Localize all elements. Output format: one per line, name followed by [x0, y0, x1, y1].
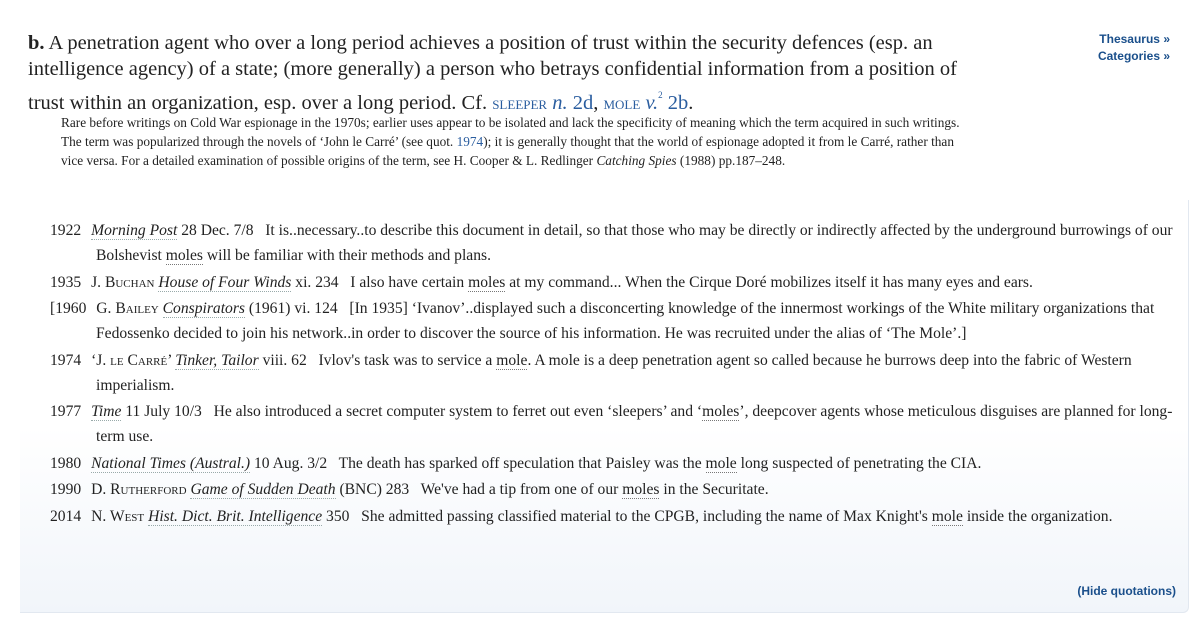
- quotation-text: Ivlov's task was to service a: [318, 351, 497, 369]
- hide-quotations-link[interactable]: (Hide quotations): [1077, 584, 1176, 598]
- sense-definition: [28, 30, 998, 117]
- quotation-1960: [50, 296, 1180, 346]
- quotation-ref: (BNC) 283: [335, 481, 410, 498]
- definition-end: .: [688, 92, 694, 114]
- quotation-1980: [50, 451, 1180, 476]
- quotation-text-end: will be familiar with their methods and plans.: [203, 247, 491, 264]
- quotation-author: le Carré: [110, 351, 168, 369]
- categories-link[interactable]: Categories »: [1097, 49, 1170, 63]
- usage-note: [61, 113, 966, 170]
- sidebar-links: [1098, 31, 1170, 65]
- quotation-1990: [50, 477, 1180, 502]
- quotation-source[interactable]: Morning Post: [91, 222, 178, 239]
- quotation-text: I also have certain: [350, 273, 469, 291]
- quotation-date: 1974: [50, 351, 82, 369]
- quotation-ref: 28 Dec. 7/8: [177, 222, 254, 239]
- quotation-text: The death has sparked off speculation that Paisley was the: [338, 454, 706, 472]
- xref-mole-homonym: 2: [658, 90, 663, 100]
- xref-sleeper-link[interactable]: sleeper: [492, 93, 548, 114]
- quotation-ref: xi. 234: [291, 273, 339, 291]
- quotation-source[interactable]: Hist. Dict. Brit. Intelligence: [148, 507, 323, 525]
- quotation-year-link[interactable]: 1974: [456, 134, 484, 149]
- quotation-text: She admitted passing classified material to the CPGB, including the name of Max Knight's: [361, 507, 932, 525]
- thesaurus-link[interactable]: Thesaurus »: [1099, 32, 1170, 46]
- quotation-date: 1977: [50, 403, 82, 420]
- quotation-source[interactable]: Game of Sudden Death: [190, 481, 336, 498]
- quotation-1977: [50, 399, 1180, 449]
- quotation-source[interactable]: House of Four Winds: [158, 273, 292, 291]
- usage-note-text-2: ); it is generally thought that the world of espionage adopted it from le Carré, rather than vice versa. For a detailed examination of possible origins of the term, see H. Cooper & L. Redlinger: [61, 134, 954, 168]
- quotation-date: 1980: [50, 454, 82, 472]
- usage-note-text-3: (1988) pp.187–248.: [676, 153, 786, 168]
- quotation-date: 1935: [50, 273, 82, 291]
- quotation-source[interactable]: National Times (Austral.): [91, 454, 251, 472]
- quotation-text-end: . A mole is a deep penetration agent so called because he burrows deep into the fabric of Western imperialism.: [96, 351, 1132, 394]
- quotation-keyword: moles: [468, 273, 506, 291]
- quotation-ref: (1961) vi. 124: [244, 300, 338, 317]
- definition-text: A penetration agent who over a long period achieves a position of trust within the security defences (esp. an intelligence agency) of a state; (more generally) a person who betrays confidential information from a position of trust within an organization, esp. over a long period. Cf.: [28, 32, 958, 114]
- quotation-2014: [50, 504, 1180, 529]
- quotation-text-end: inside the organization.: [962, 507, 1113, 525]
- xref-mole-sense[interactable]: 2b: [667, 92, 689, 114]
- quotation-author: J. Buchan: [91, 273, 155, 291]
- xref-mole-pos[interactable]: v.: [645, 92, 659, 114]
- quotation-text: It is..necessary..to describe this document in detail, so that those who may be directly or indirectly affected by the underground burrowings of our Bolshevist: [96, 222, 1173, 264]
- quotation-text-end: ’, deepcover agents whose meticulous disguises are planned for long-term use.: [96, 403, 1173, 445]
- quotation-keyword: moles: [702, 403, 740, 420]
- xref-sleeper-sense[interactable]: 2d: [572, 92, 594, 114]
- xref-mole-link[interactable]: mole: [603, 93, 641, 114]
- quotation-ref: 11 July 10/3: [121, 403, 202, 420]
- usage-note-title: Catching Spies: [596, 153, 677, 168]
- quotation-author: N. West: [91, 507, 145, 525]
- quotation-author: G. Bailey: [96, 300, 159, 317]
- quotation-text-end: long suspected of penetrating the CIA.: [736, 454, 982, 472]
- quotation-date: [1960: [50, 300, 87, 317]
- quotation-date: 1990: [50, 481, 82, 498]
- quotation-ref: 350: [322, 507, 350, 525]
- quotation-date: 1922: [50, 222, 82, 239]
- quotation-author-close: ’: [167, 351, 172, 369]
- quotation-keyword: mole: [705, 454, 737, 472]
- quotation-text: We've had a tip from one of our: [420, 481, 623, 498]
- quotation-1922: [50, 218, 1180, 268]
- quotation-text: He also introduced a secret computer system to ferret out even ‘sleepers’ and ‘: [213, 403, 703, 420]
- quotation-ref: viii. 62: [258, 351, 307, 369]
- quotation-keyword: mole: [931, 507, 963, 525]
- xref-sleeper-pos[interactable]: n.: [552, 92, 568, 114]
- quotation-author-open: ‘J.: [91, 351, 111, 369]
- quotation-keyword: moles: [622, 481, 660, 498]
- quotation-1935: [50, 270, 1180, 295]
- quotation-text-end: in the Securitate.: [659, 481, 769, 498]
- quotation-keyword: mole: [496, 351, 528, 369]
- quotation-text-end: at my command... When the Cirque Doré mobilizes itself it has many eyes and ears.: [505, 273, 1033, 291]
- quotation-date: 2014: [50, 507, 82, 525]
- quotation-source[interactable]: Tinker, Tailor: [175, 351, 259, 369]
- quotation-ref: 10 Aug. 3/2: [250, 454, 328, 472]
- sense-label: b.: [28, 32, 45, 54]
- quotation-text: [In 1935] ‘Ivanov’..displayed such a disconcerting knowledge of the innermost workings of the White military organizations that Fedossenko decided to join his network..in order to discover the source of his information. He was recruited under the alias of ‘The Mole’.]: [96, 300, 1155, 342]
- quotation-author: D. Rutherford: [91, 481, 187, 498]
- usage-note-text: Rare before writings on Cold War espionage in the 1970s; earlier uses appear to be isolated and lack the specificity of meaning which the term acquired in such writings. The term was popularized through the novels of ‘John le Carré’ (see quot.: [61, 115, 960, 149]
- quotation-source[interactable]: Conspirators: [162, 300, 245, 317]
- quotation-source[interactable]: Time: [91, 403, 122, 420]
- xref-separator: ,: [593, 92, 604, 114]
- quotation-keyword: moles: [165, 247, 203, 264]
- quotation-1974: [50, 348, 1180, 398]
- quotation-list: [50, 218, 1180, 530]
